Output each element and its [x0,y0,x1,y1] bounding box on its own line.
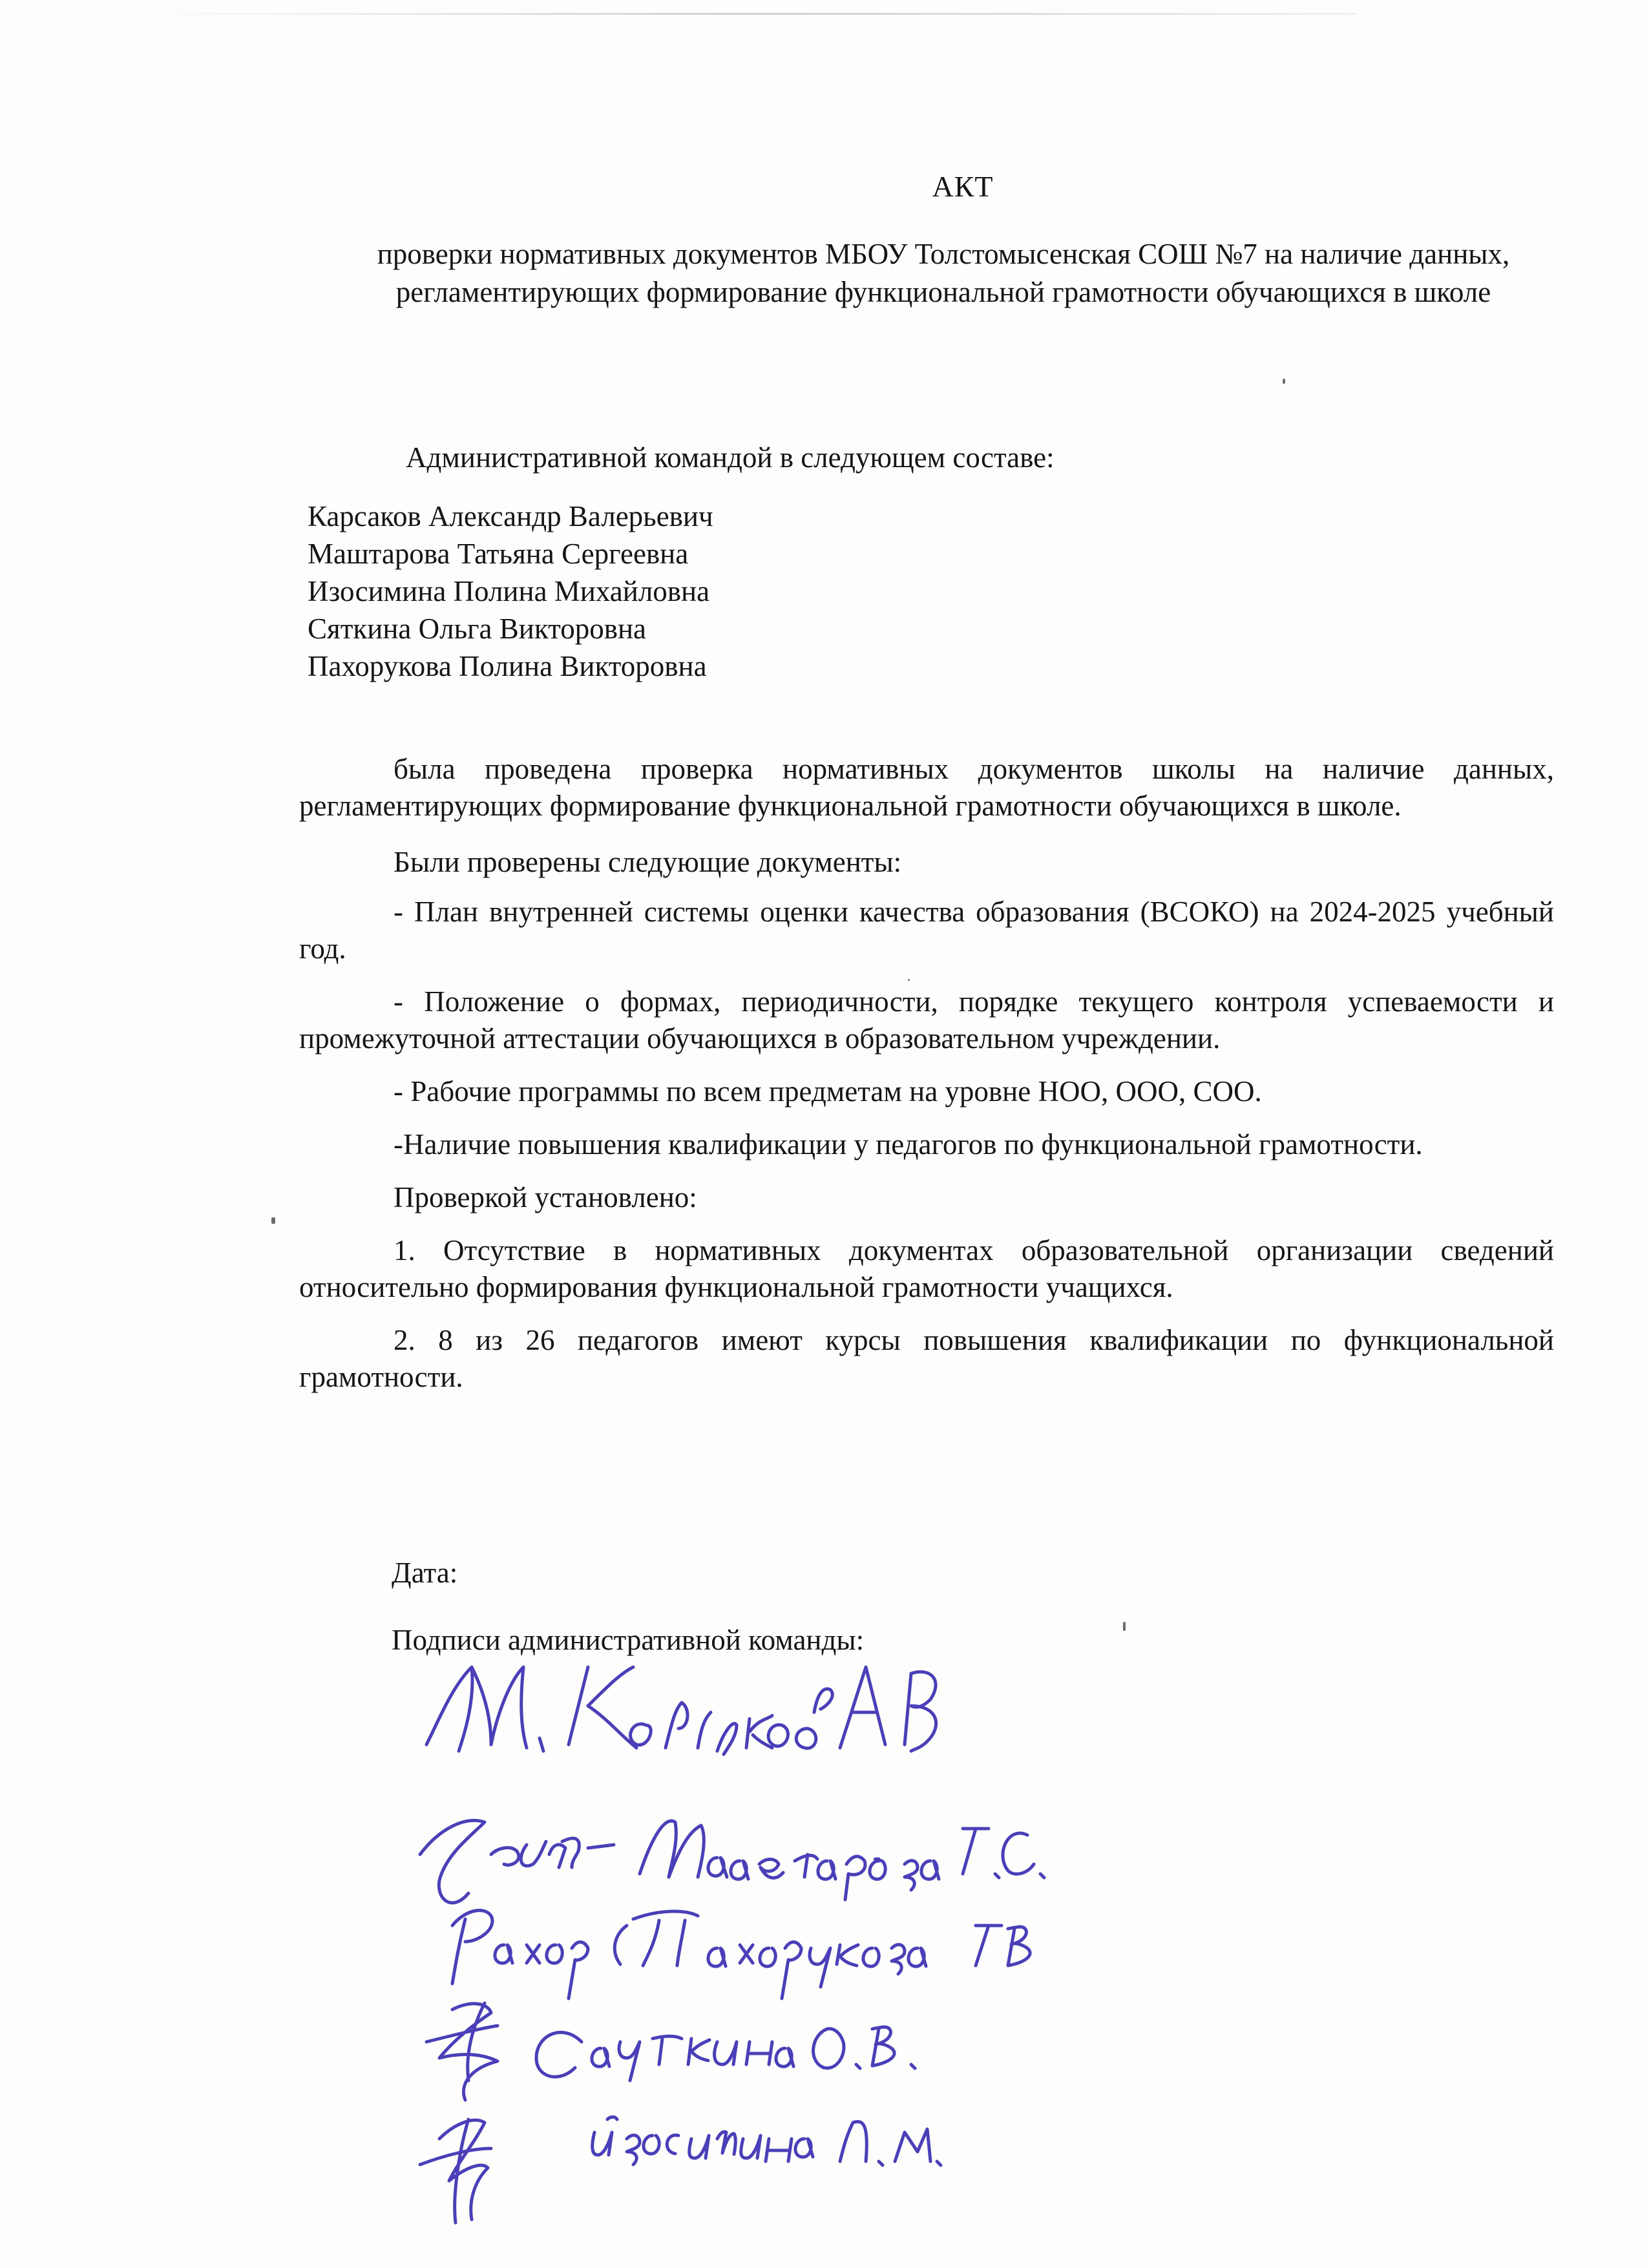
document-title: АКТ [932,170,994,203]
signatures-label: Подписи административной команды: [392,1624,865,1656]
document-body [299,751,1554,1412]
commission-members-list [308,498,713,685]
scan-speck [271,1217,275,1224]
check-statement: была проведена проверка нормативных документов школы на наличие данных, регламентирующих формирование функциональной грамотности обучающихся в школе. [299,753,1554,822]
signature-pakhorukova [452,1911,1030,1999]
commission-intro: Административной командой в следующем составе: [406,441,1055,474]
document-subtitle: проверки нормативных документов МБОУ Толстомысенская СОШ №7 на наличие данных, регламентирующих формирование функциональной грамотности обучающихся в школе [377,238,1510,308]
member-name: Маштарова Татьяна Сергеевна [308,538,689,570]
checked-document-item: - Рабочие программы по всем предметам на уровне НОО, ООО, СОО. [394,1075,1262,1108]
signature-mashtarova [420,1820,1044,1902]
signature-izosimina [420,2117,941,2223]
finding-item: 1. Отсутствие в нормативных документах образовательной организации сведений относительно формирования функциональной грамотности учащихся. [299,1234,1554,1303]
handwritten-signatures [414,1641,1266,2236]
member-name: Сяткина Ольга Викторовна [308,613,647,645]
signature-syatkina [426,2003,915,2100]
checked-documents-heading: Были проверены следующие документы: [394,846,902,878]
member-name: Изосимина Полина Михайловна [308,575,710,607]
findings-heading: Проверкой установлено: [394,1181,697,1213]
checked-document-item: -Наличие повышения квалификации у педагогов по функциональной грамотности. [394,1128,1423,1160]
scan-speck [1123,1622,1126,1631]
scan-speck [1283,379,1285,384]
scan-edge-shadow [142,13,1357,15]
member-name: Карсаков Александр Валерьевич [308,500,713,532]
member-name: Пахорукова Полина Викторовна [308,650,707,682]
checked-document-item: - План внутренней системы оценки качества образования (ВСОКО) на 2024-2025 учебный год. [299,896,1554,965]
date-label: Дата: [392,1557,458,1589]
finding-item: 2. 8 из 26 педагогов имеют курсы повышения квалификации по функциональной грамотности. [299,1324,1554,1393]
signature-karsakov [426,1667,936,1754]
scan-speck [908,979,910,981]
checked-document-item: - Положение о формах, периодичности, порядке текущего контроля успеваемости и промежуточной аттестации обучающихся в образовательном учреждении. [299,985,1554,1055]
